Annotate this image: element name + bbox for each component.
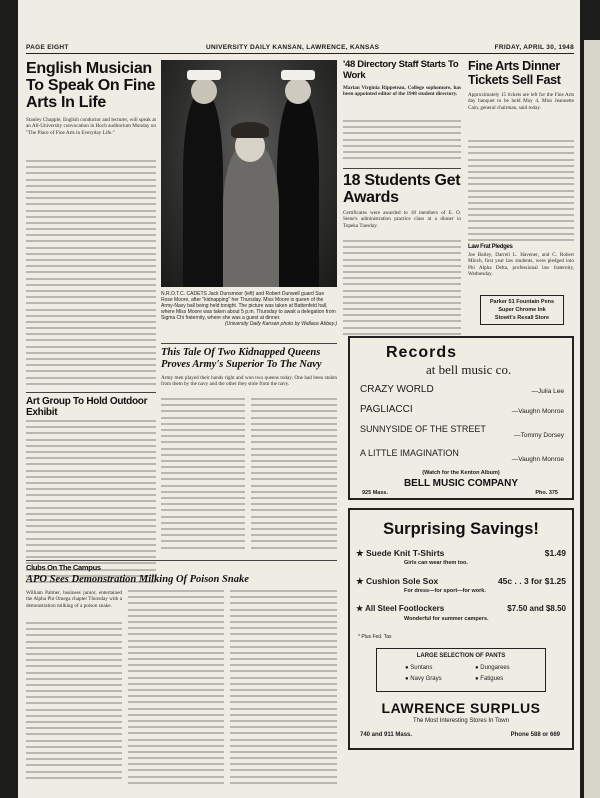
parker-line-1: Parker 51 Fountain Pens (489, 299, 555, 305)
students-lead: Certificates were awarded to 18 members of E. O. Stene's administration practice class at a dinner in Topeka Tuesday. (343, 210, 461, 229)
kidnap-body-left (161, 398, 245, 553)
kidnap-headline: This Tale Of Two Kidnapped Queens Proves Army's Superior To The Navy (161, 347, 322, 370)
issue-date: FRIDAY, APRIL 30, 1948 (494, 44, 574, 51)
record-item: A LITTLE IMAGINATION —Vaughn Monroe (360, 448, 564, 463)
dinner-lead: Approximately 15 tickets are left for the Fine Arts day banquet to be held May 4, Miss Jeannette Cain, general chairman, said today. (468, 92, 574, 111)
records-ad (348, 336, 574, 500)
record-item: CRAZY WORLD —Julia Lee (360, 384, 564, 395)
parker-line-3: Stowit's Rexall Store (494, 315, 550, 321)
paper-name: UNIVERSITY DAILY KANSAN, LAWRENCE, KANSAS (206, 44, 380, 51)
cadets-photo (161, 60, 337, 287)
record-item: PAGLIACCI —Vaughn Monroe (360, 404, 564, 415)
parker-ad (480, 295, 564, 325)
records-list (360, 384, 564, 464)
apo-body-1 (26, 622, 122, 783)
surplus-address: 740 and 911 Mass. (360, 732, 413, 738)
apo-headline: APO Sees Demonstration Milking Of Poison Snake (26, 574, 249, 585)
musician-headline: English Musician To Speak On Fine Arts In Life (26, 60, 156, 111)
dinner-body (468, 140, 574, 245)
pants-box: LARGE SELECTION OF PANTS ● Suntans ● Dungarees ● Navy Grays ● Fatigues (376, 648, 546, 692)
pants-title: LARGE SELECTION OF PANTS (416, 653, 506, 659)
surplus-title: Surprising Savings! (383, 520, 539, 538)
lawfrat-text: Joe Bailey, Darrell L. Havener, and C. Robert Minch, first year law students, were pledged into Phi Alpha Delta, professional law fraternity, Wednesday. (468, 252, 574, 278)
surplus-items (356, 548, 566, 632)
directory-headline: '48 Directory Staff Starts To Work (343, 59, 459, 81)
records-address: 925 Mass. (362, 490, 388, 496)
record-item: SUNNYSIDE OF THE STREET —Tommy Dorsey (360, 424, 564, 439)
directory-lead: Marian Virginia Rippeteau, College sophomore, has been appointed editor of the 1948 student directory. (343, 85, 461, 98)
art-headline: Art Group To Hold Outdoor Exhibit (26, 396, 148, 418)
lawfrat-header: Law Frat Pledges (468, 244, 513, 250)
clubs-header: Clubs On The Campus (26, 563, 101, 572)
surplus-store: LAWRENCE SURPLUS (381, 700, 541, 716)
surplus-item: ★ Cushion Sole Sox 45c . . 3 for $1.25 For dress—for sport—for work. (356, 576, 566, 594)
apo-lead: William Palmer, business junior, entertained the Alpha Phi Omega chapter Thursday with a demonstration milking of a poison snake. (26, 590, 122, 609)
photo-caption: N.R.O.T.C. CADETS Jack Dunsmoor (left) and Robert Dunwell guard Sue Rose Moore, after "kidnapping" her Thursday. Miss Moore is queen of the Army-Navy ball being held tonight. The picture was taken at Battenfeld hall, where Miss Moore was taken about 5 p.m. Thursday to await a delegation from Sigma Chi fraternity, where she was a guest at dinner. (161, 291, 336, 321)
records-subtitle: at bell music co. (426, 362, 512, 377)
students-body (343, 240, 461, 339)
page-number: PAGE EIGHT (26, 44, 69, 51)
parker-line-2: Super Chrome Ink (498, 307, 546, 313)
musician-body (26, 160, 156, 389)
apo-body-2 (128, 590, 224, 788)
surplus-phone: Phone 588 or 669 (510, 732, 560, 738)
students-headline: 18 Students Get Awards (343, 172, 461, 206)
surplus-item: ★ All Steel Footlockers $7.50 and $8.50 Wonderful for summer campers. (356, 604, 566, 622)
masthead (26, 42, 574, 54)
dinner-headline: Fine Arts Dinner Tickets Sell Fast (468, 59, 561, 87)
records-title: Records (386, 344, 458, 361)
records-phone: Pho. 375 (535, 490, 558, 496)
surplus-tagline: The Most Interesting Stores In Town (413, 718, 509, 724)
newspaper-page (18, 0, 580, 798)
apo-body-3 (230, 590, 337, 788)
records-watch: (Watch for the Kenton Album) (422, 470, 500, 476)
records-store: BELL MUSIC COMPANY (403, 478, 519, 489)
surplus-footnote: * Plus Fed. Tax (358, 634, 392, 640)
photo-credit: (University Daily Kansan photo by Wallace Abbey.) (224, 321, 337, 327)
kidnap-lead: Army men played their hands right and won two queens today. One had been stolen from them by the navy and the other they stole from the navy. (161, 375, 337, 388)
surplus-item: ★ Suede Knit T-Shirts $1.49 Girls can wear them too. (356, 548, 566, 566)
directory-body (343, 120, 461, 163)
kidnap-body-right (251, 398, 337, 553)
adjacent-page-edge (584, 40, 600, 798)
surplus-ad (348, 508, 574, 750)
musician-lead: Stanley Chapple, English conductor and lecturer, will speak at an All-University convocation in Hoch auditorium Monday on "The Place of Fine Arts in Everyday Life." (26, 117, 156, 136)
